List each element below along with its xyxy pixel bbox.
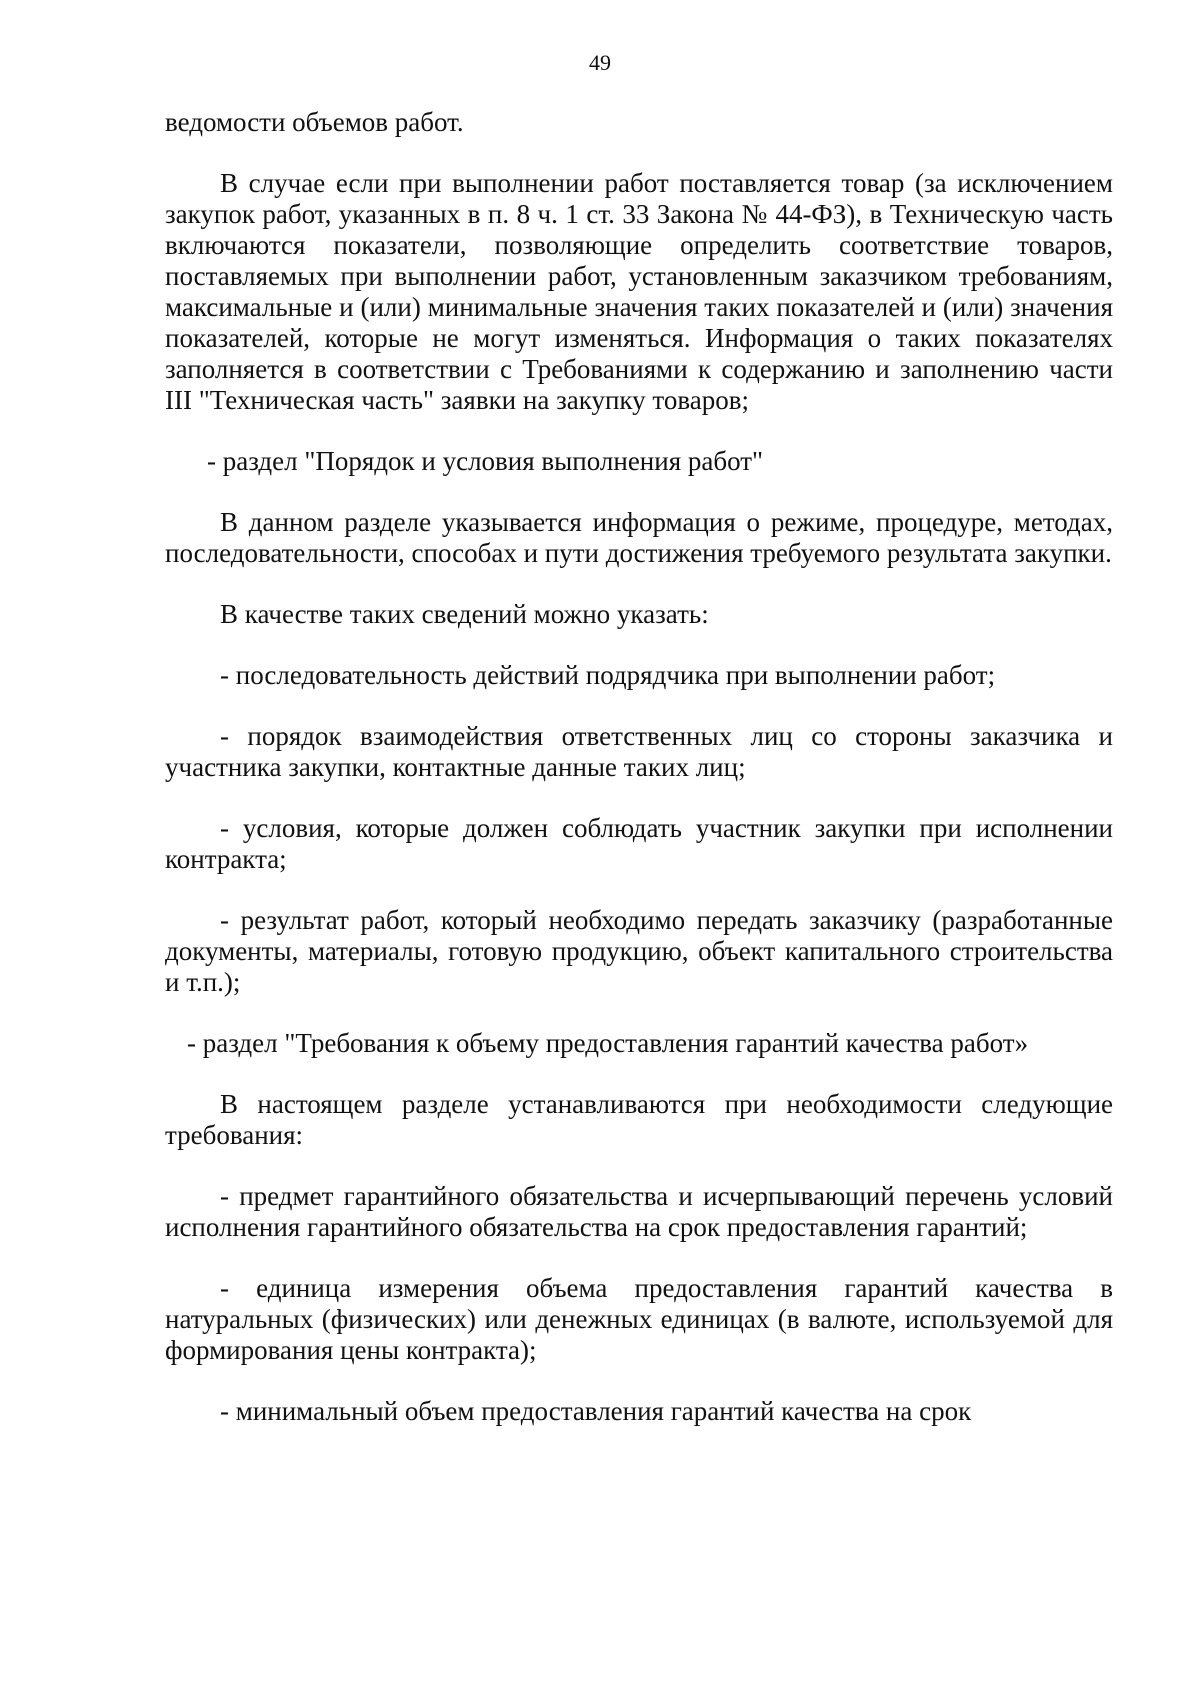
paragraph-section-description: В данном разделе указывается информация о режиме, процедуре, методах, последовательности, способах и пути достижения требуемого результата закупки. — [165, 507, 1113, 568]
page-number: 49 — [589, 50, 611, 75]
paragraph-goods-indicators: В случае если при выполнении работ поставляется товар (за исключением закупок работ, указанных в п. 8 ч. 1 ст. 33 Закона № 44-ФЗ), в Техническую часть включаются показатели, позволяющие определить соответствие товаров, поставляемых при выполнении работ, установленным заказчиком требованиям, максимальные и (или) минимальные значения таких показателей и (или) значения показателей, которые не могут изменяться. Информация о таких показателях заполняется в соответствии с Требованиями к содержанию и заполнению части III "Техническая часть" заявки на закупку товаров; — [165, 168, 1113, 415]
list-item-conditions: - условия, которые должен соблюдать участник закупки при исполнении контракта; — [165, 813, 1113, 874]
list-item-minimum-volume: - минимальный объем предоставления гарантий качества на срок — [220, 1396, 972, 1426]
list-item-guarantee-subject: - предмет гарантийного обязательства и исчерпывающий перечень условий исполнения гарантийного обязательства на срок предоставления гарантий; — [165, 1181, 1113, 1242]
paragraph-info-intro: В качестве таких сведений можно указать: — [220, 599, 709, 629]
list-item-interaction-order: - порядок взаимодействия ответственных лиц со стороны заказчика и участника закупки, контактные данные таких лиц; — [165, 721, 1113, 782]
document-body — [165, 107, 1113, 1427]
section-heading-work-procedure: - раздел "Порядок и условия выполнения работ" — [207, 446, 764, 476]
list-item-work-result: - результат работ, который необходимо передать заказчику (разработанные документы, материалы, готовую продукцию, объект капитального строительства и т.п.); — [165, 905, 1113, 997]
list-item-measurement-unit: - единица измерения объема предоставления гарантий качества в натуральных (физических) или денежных единицах (в валюте, используемой для формирования цены контракта); — [165, 1273, 1113, 1365]
paragraph-requirements-intro: В настоящем разделе устанавливаются при необходимости следующие требования: — [165, 1089, 1113, 1150]
paragraph-continuation: ведомости объемов работ. — [165, 107, 464, 137]
section-heading-quality-guarantees: - раздел "Требования к объему предоставления гарантий качества работ» — [187, 1028, 1029, 1058]
list-item-contractor-actions: - последовательность действий подрядчика при выполнении работ; — [220, 660, 996, 690]
